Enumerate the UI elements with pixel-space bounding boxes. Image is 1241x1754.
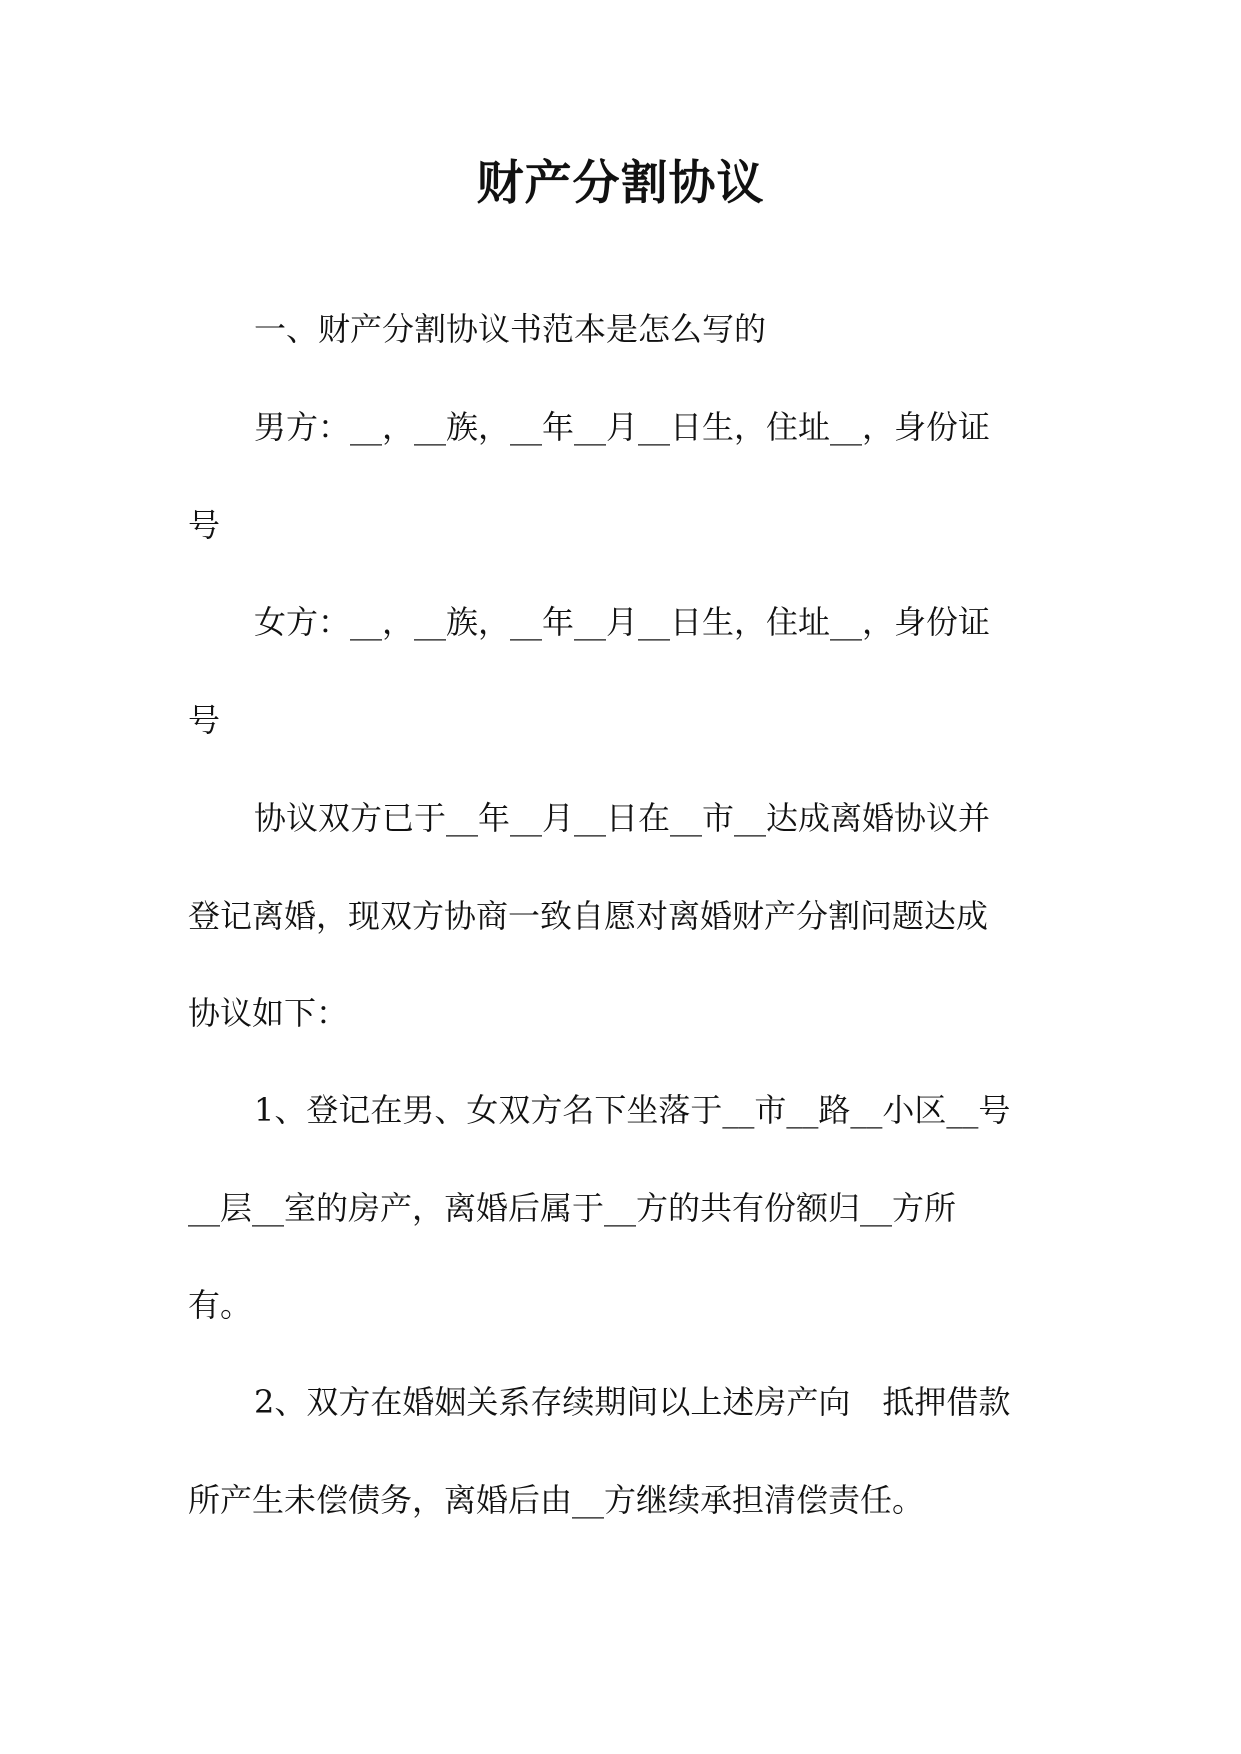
paragraph-line: 男方：__，__族，__年__月__日生，住址__，身份证 bbox=[254, 408, 991, 446]
paragraph-line: __层__室的房产，离婚后属于__方的共有份额归__方所 bbox=[188, 1189, 957, 1227]
paragraph-line: 所产生未偿债务，离婚后由__方继续承担清偿责任。 bbox=[188, 1481, 925, 1519]
paragraph-line: 登记离婚，现双方协商一致自愿对离婚财产分割问题达成 bbox=[188, 897, 989, 935]
paragraph-line: 2、双方在婚姻关系存续期间以上述房产向 抵押借款 bbox=[254, 1383, 1011, 1421]
paragraph-line: 号 bbox=[188, 701, 221, 739]
paragraph-line: 号 bbox=[188, 506, 221, 544]
paragraph-line: 有。 bbox=[188, 1286, 253, 1324]
paragraph-line: 协议双方已于__年__月__日在__市__达成离婚协议并 bbox=[254, 799, 991, 837]
paragraph-line: 1、登记在男、女双方名下坐落于__市__路__小区__号 bbox=[254, 1091, 1011, 1129]
paragraph-line: 女方：__，__族，__年__月__日生，住址__，身份证 bbox=[254, 603, 991, 641]
paragraph-line: 协议如下： bbox=[188, 994, 349, 1032]
section-heading: 一、财产分割协议书范本是怎么写的 bbox=[254, 310, 767, 348]
document-title: 财产分割协议 bbox=[476, 156, 765, 211]
